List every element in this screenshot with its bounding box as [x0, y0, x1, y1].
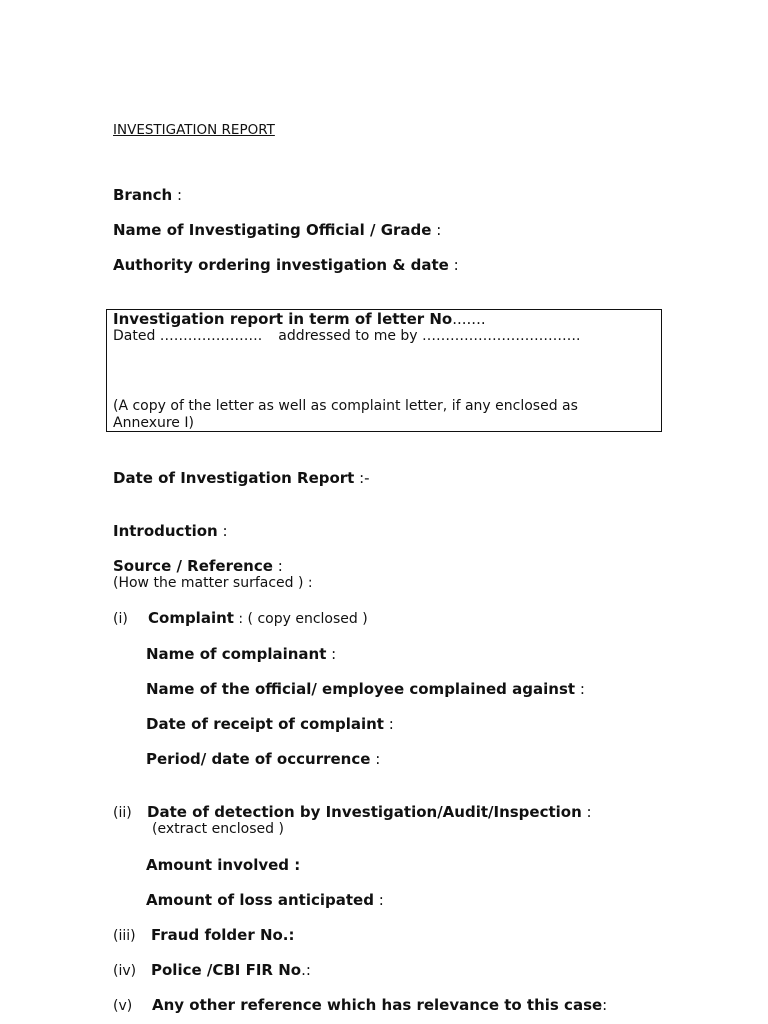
authority-field	[113, 256, 459, 274]
branch-label: Branch	[113, 186, 173, 204]
date-report-sep: :-	[354, 469, 370, 487]
item-iii-number: (iii)	[113, 928, 136, 944]
authority-sep: :	[448, 256, 459, 274]
box-letter-dots: .......	[452, 310, 486, 328]
introduction-label: Introduction	[113, 522, 218, 540]
official-sep: :	[431, 221, 442, 239]
amount-loss-field	[146, 891, 384, 909]
amount-loss-label: Amount of loss anticipated	[146, 891, 374, 909]
branch-field	[113, 186, 182, 204]
amount-involved-label: Amount involved :	[146, 856, 301, 874]
occurrence-sep: :	[370, 750, 381, 768]
receipt-date-field	[146, 715, 394, 733]
fir-label: Police /CBI FIR No	[151, 961, 302, 979]
complainant-name-label: Name of complainant	[146, 645, 327, 663]
other-reference-sep: :	[602, 996, 608, 1014]
introduction-field	[113, 522, 228, 540]
date-report-label: Date of Investigation Report	[113, 469, 355, 487]
complainant-name-field	[146, 645, 336, 663]
item-i-number: (i)	[113, 611, 128, 627]
fir-sep: .:	[301, 961, 311, 979]
detection-sep: :	[581, 803, 592, 821]
detection-field	[147, 803, 592, 821]
item-iv-number: (iv)	[113, 963, 137, 979]
authority-label: Authority ordering investigation & date	[113, 256, 449, 274]
other-reference-label: Any other reference which has relevance to this case	[152, 996, 603, 1014]
source-label: Source / Reference	[113, 557, 273, 575]
date-report-field	[113, 469, 370, 487]
box-dated: Dated ………………….	[113, 328, 263, 344]
complaint-rest: : ( copy enclosed )	[233, 611, 368, 627]
occurrence-label: Period/ date of occurrence	[146, 750, 371, 768]
introduction-sep: :	[217, 522, 228, 540]
official-complained-field	[146, 680, 585, 698]
receipt-date-sep: :	[383, 715, 394, 733]
receipt-date-label: Date of receipt of complaint	[146, 715, 384, 733]
branch-sep: :	[172, 186, 183, 204]
source-field	[113, 557, 283, 575]
box-line-2	[113, 327, 580, 345]
item-ii-number: (ii)	[113, 805, 132, 821]
box-letter-label: Investigation report in term of letter No	[113, 310, 453, 328]
official-label: Name of Investigating Official / Grade	[113, 221, 432, 239]
item-v-number: (v)	[113, 998, 133, 1014]
occurrence-field	[146, 750, 380, 768]
detection-sub: (extract enclosed )	[152, 821, 284, 837]
fir-field	[151, 961, 311, 979]
detection-label: Date of detection by Investigation/Audit/Inspection	[147, 803, 582, 821]
complaint-label: Complaint	[148, 609, 234, 627]
amount-involved-field	[146, 856, 300, 874]
page-title: INVESTIGATION REPORT	[113, 122, 275, 138]
other-reference-field	[152, 996, 607, 1014]
fraud-folder-label: Fraud folder No.:	[151, 926, 295, 944]
box-note-line-1: (A copy of the letter as well as complaint letter, if any enclosed as	[113, 398, 578, 414]
official-complained-label: Name of the official/ employee complained against	[146, 680, 576, 698]
official-field	[113, 221, 441, 239]
complainant-name-sep: :	[326, 645, 337, 663]
box-line-1	[113, 310, 486, 328]
amount-loss-sep: :	[373, 891, 384, 909]
box-addressed: addressed to me by …………………………….	[278, 328, 581, 344]
source-sep: :	[272, 557, 283, 575]
source-sub: (How the matter surfaced ) :	[113, 575, 313, 591]
official-complained-sep: :	[575, 680, 585, 698]
box-note-line-2: Annexure I)	[113, 415, 194, 431]
complaint-field	[148, 609, 368, 628]
